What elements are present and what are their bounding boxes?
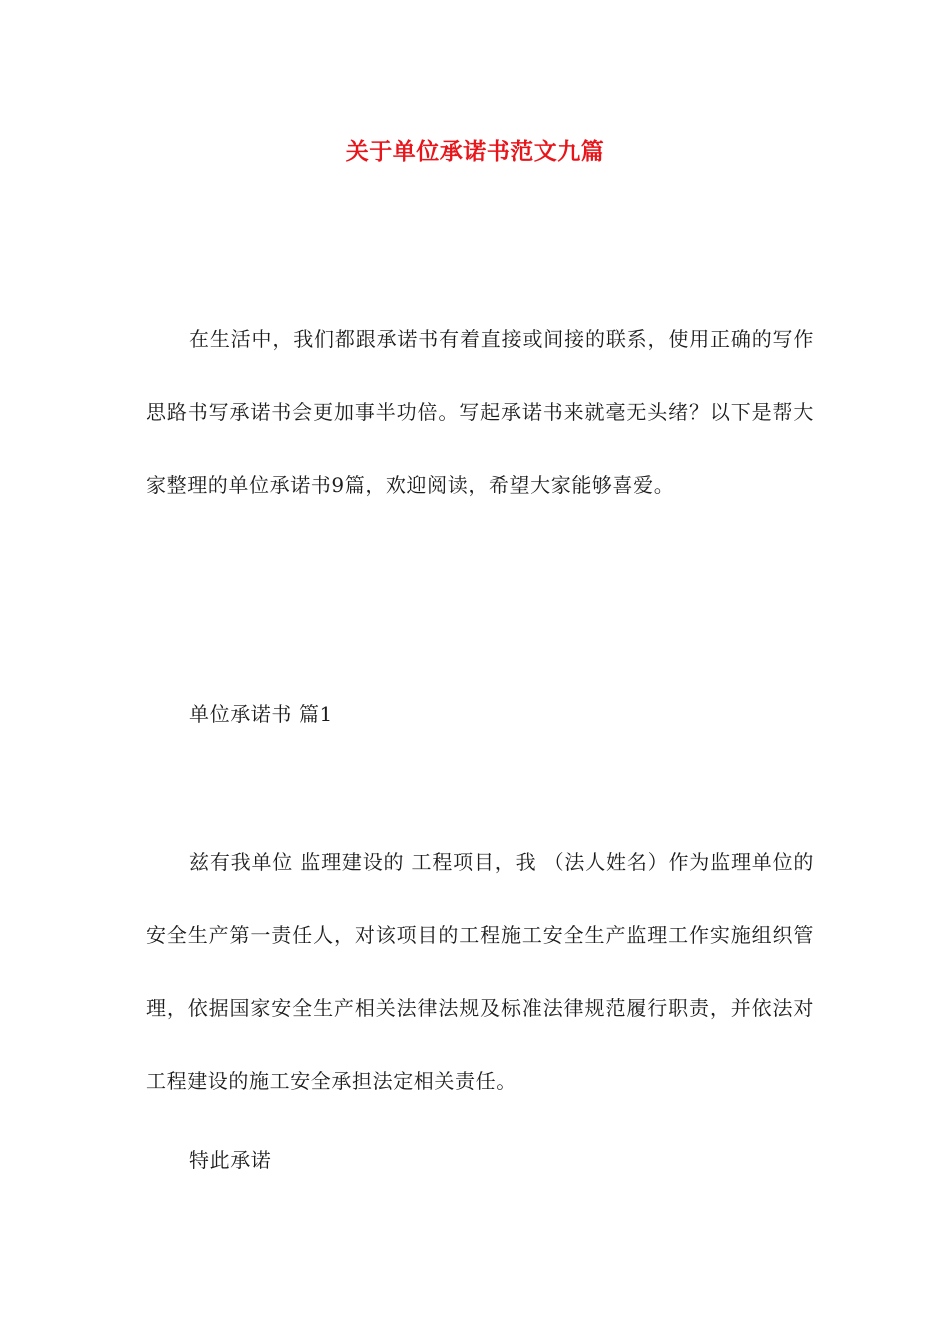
section-1-closing: 特此承诺 — [189, 1148, 272, 1172]
intro-paragraph: 在生活中，我们都跟承诺书有着直接或间接的联系，使用正确的写作思路书写承诺书会更加事半功倍。写起承诺书来就毫无头绪？以下是帮大家整理的单位承诺书9篇，欢迎阅读，希望大家能够喜爱。 — [146, 327, 814, 497]
section-1-heading: 单位承诺书 篇1 — [189, 702, 333, 726]
document-title: 关于单位承诺书范文九篇 — [345, 138, 605, 165]
section-1-body: 兹有我单位 监理建设的 工程项目，我 （法人姓名）作为监理单位的安全生产第一责任人，对该项目的工程施工安全生产监理工作实施组织管理，依据国家安全生产相关法律法规及标准法律规范履行职责，并依法对工程建设的施工安全承担法定相关责任。 — [146, 850, 814, 1093]
